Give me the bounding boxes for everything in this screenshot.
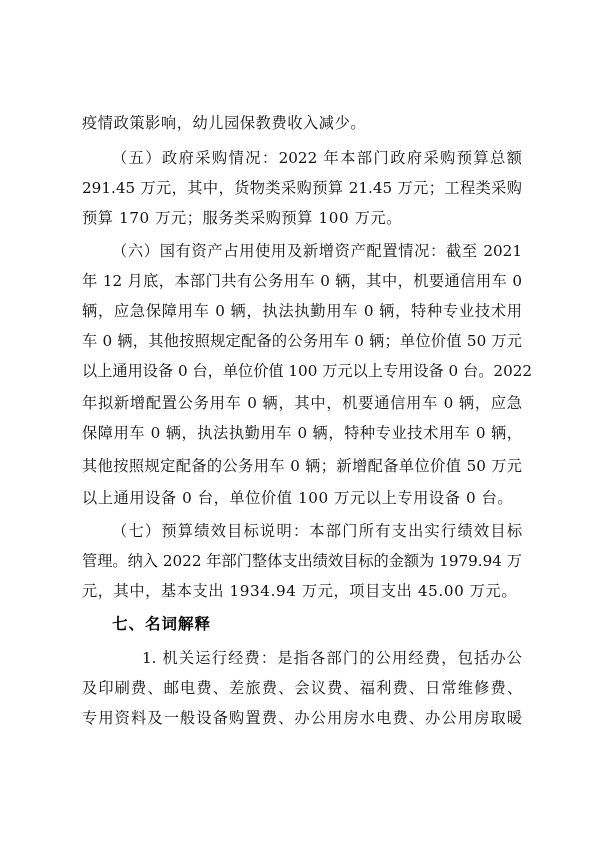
paragraph-line: 年 12 月底，本部门共有公务用车 0 辆，其中，机要通信用车 0 [82, 272, 522, 290]
paragraph-line: 专用资料及一般设备购置费、办公用房水电费、办公用房取暖 [82, 709, 522, 727]
paragraph-line: 其他按照规定配备的公务用车 0 辆；新增配备单位价值 50 万元 [82, 457, 522, 475]
paragraph-line: 保障用车 0 辆，执法执勤用车 0 辆，特种专业技术用车 0 辆， [82, 424, 522, 442]
paragraph-line: 1. 机关运行经费：是指各部门的公用经费，包括办公 [142, 649, 522, 667]
paragraph-line: 元，其中，基本支出 1934.94 万元，项目支出 45.00 万元。 [82, 582, 518, 600]
paragraph-line: 及印刷费、邮电费、差旅费、会议费、福利费、日常维修费、 [82, 679, 522, 697]
paragraph-line: 辆，应急保障用车 0 辆，执法执勤用车 0 辆，特种专业技术用 [82, 302, 522, 320]
paragraph-line: （五）政府采购情况：2022 年本部门政府采购预算总额 [112, 149, 522, 167]
paragraph-line: （七）预算绩效目标说明：本部门所有支出实行绩效目标 [112, 522, 522, 540]
paragraph-line: （六）国有资产占用使用及新增资产配置情况：截至 2021 [112, 242, 522, 260]
paragraph-line: 以上通用设备 0 台，单位价值 100 万元以上专用设备 0 台。 [82, 489, 514, 507]
paragraph-line: 预算 170 万元；服务类采购预算 100 万元。 [82, 209, 403, 227]
paragraph-line: 291.45 万元，其中，货物类采购预算 21.45 万元；工程类采购 [82, 179, 522, 197]
paragraph-line: 以上通用设备 0 台，单位价值 100 万元以上专用设备 0 台。2022 [82, 362, 533, 380]
paragraph-line: 车 0 辆，其他按照规定配备的公务用车 0 辆；单位价值 50 万元 [82, 332, 522, 350]
paragraph-line: 管理。纳入 2022 年部门整体支出绩效目标的金额为 1979.94 万 [82, 552, 522, 570]
paragraph-line: 年拟新增配置公务用车 0 辆，其中，机要通信用车 0 辆，应急 [82, 394, 522, 412]
section-heading: 七、名词解释 [112, 615, 212, 633]
paragraph-line: 疫情政策影响，幼儿园保教费收入减少。 [82, 114, 367, 132]
